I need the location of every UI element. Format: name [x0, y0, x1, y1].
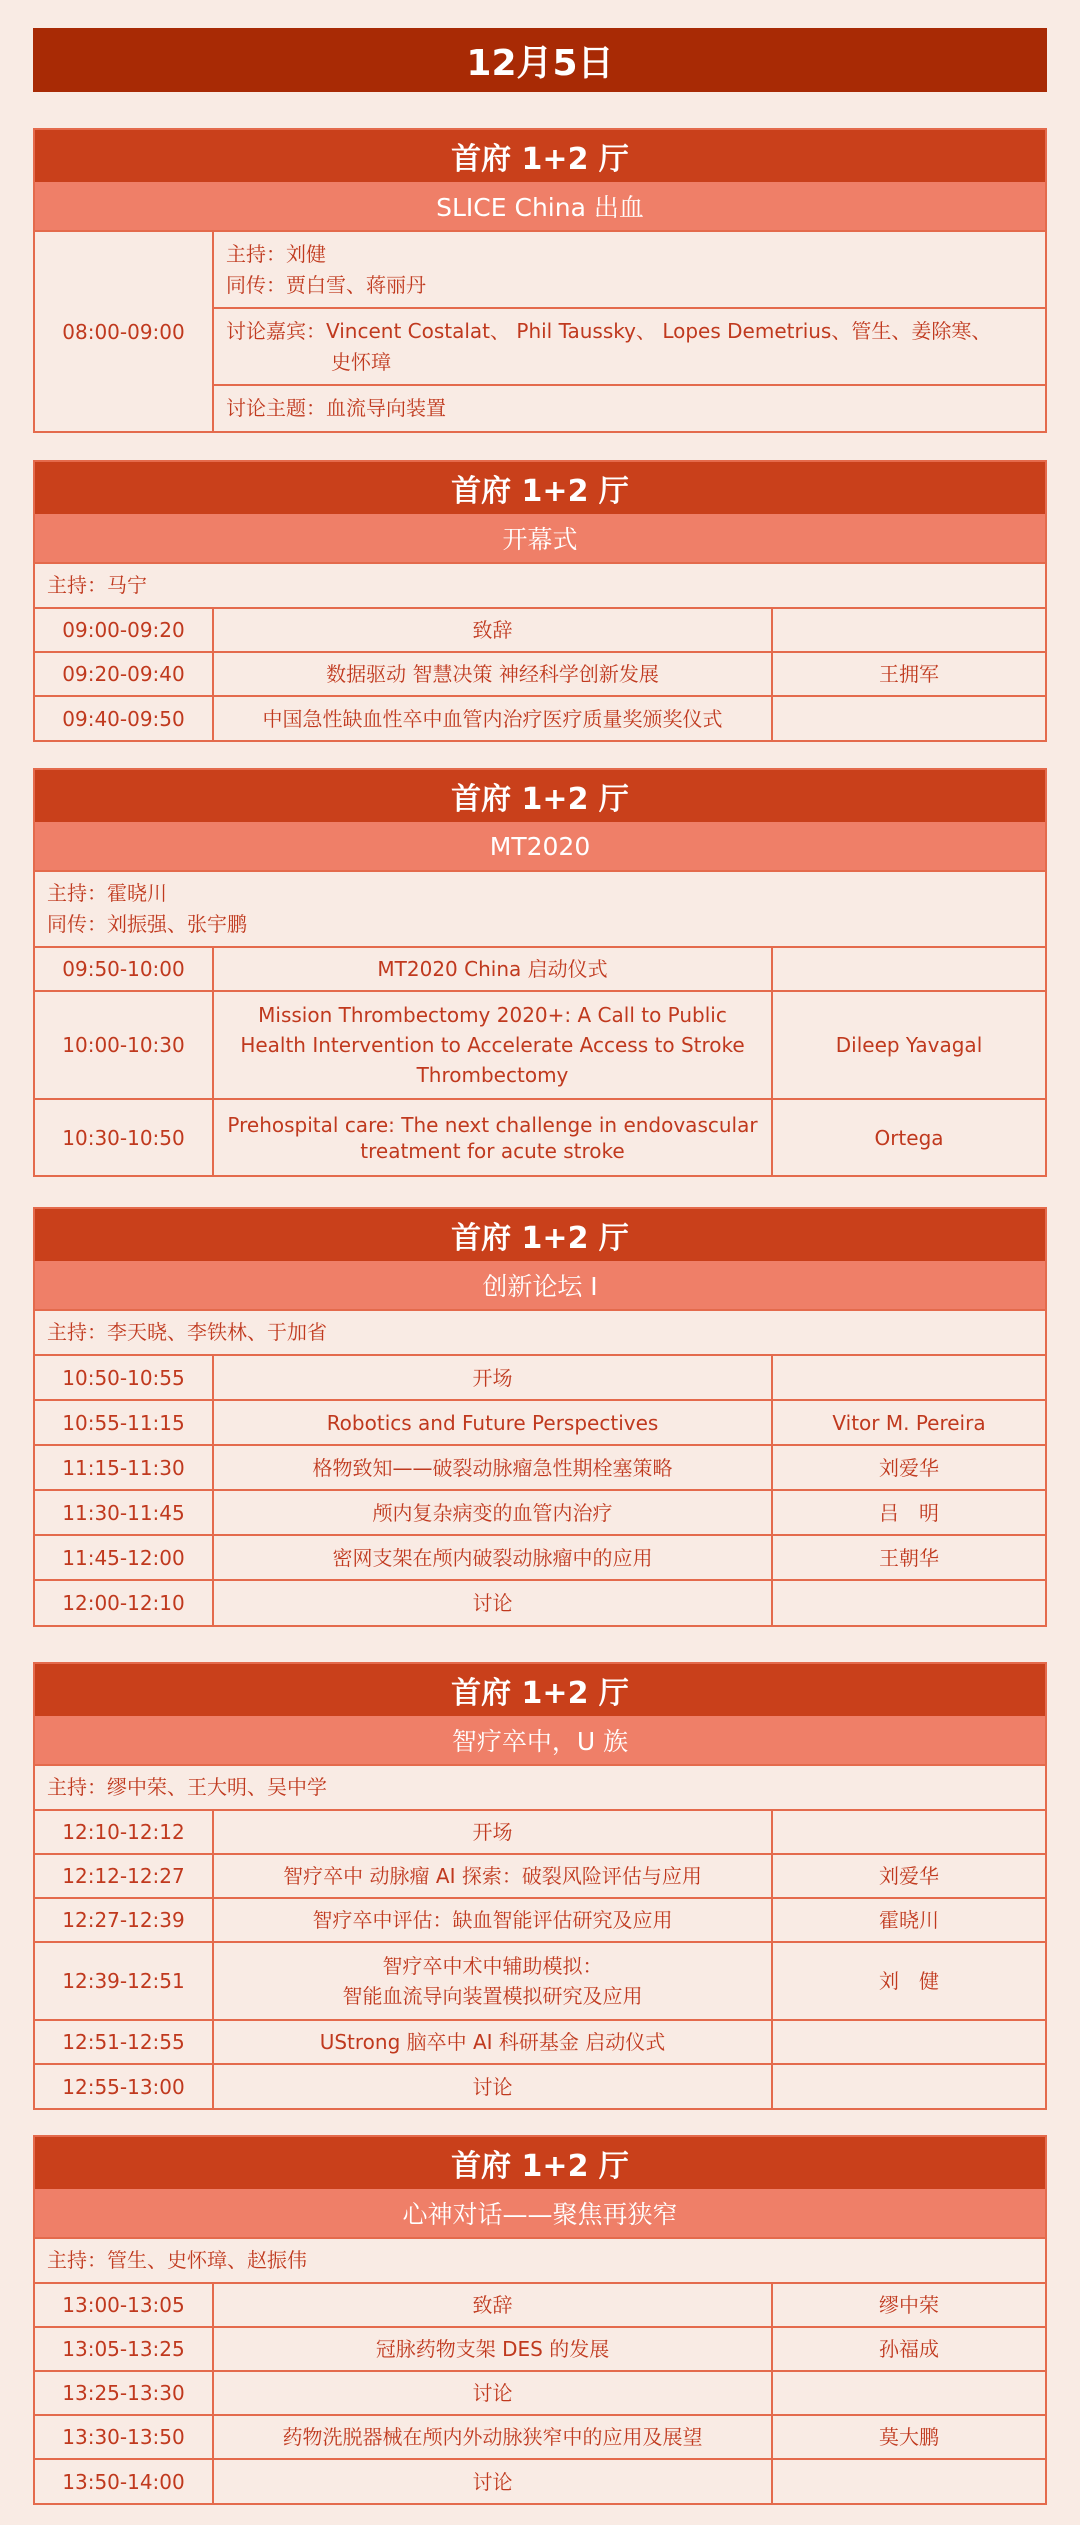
title-line: Health Intervention to Accelerate Access to Stroke	[240, 1033, 745, 1057]
speaker-cell: 霍晓川	[772, 1898, 1045, 1942]
topic-cell: 讨论主题：血流导向装置	[213, 385, 1045, 431]
session-mt2020	[33, 768, 1047, 1177]
title-cell: UStrong 脑卒中 AI 科研基金 启动仪式	[213, 2020, 772, 2064]
table-row	[35, 2371, 1045, 2415]
table-row	[35, 1535, 1045, 1580]
time-cell: 12:51-12:55	[35, 2020, 213, 2064]
session-title: 开幕式	[35, 514, 1045, 562]
cohost-text: 同传：刘振强、张宇鹏	[47, 912, 247, 936]
session-opening	[33, 460, 1047, 742]
table-row	[35, 1099, 1045, 1175]
guests-cell	[213, 308, 1045, 385]
hall-title: 首府 1+2 厅	[35, 1664, 1045, 1716]
time-cell: 10:50-10:55	[35, 1355, 213, 1400]
title-cell: Robotics and Future Perspectives	[213, 1400, 772, 1445]
speaker-cell	[772, 947, 1045, 991]
hall-title: 首府 1+2 厅	[35, 130, 1045, 182]
host-row: 主持：缪中荣、王大明、吴中学	[35, 1764, 1045, 1809]
speaker-cell: 王朝华	[772, 1535, 1045, 1580]
date-banner: 12月5日	[33, 28, 1047, 92]
table-row	[35, 1445, 1045, 1490]
speaker-cell	[772, 2371, 1045, 2415]
speaker-cell	[772, 1810, 1045, 1854]
speaker-cell: Ortega	[772, 1099, 1045, 1175]
time-cell: 13:00-13:05	[35, 2283, 213, 2327]
title-cell: 格物致知——破裂动脉瘤急性期栓塞策略	[213, 1445, 772, 1490]
time-cell: 13:50-14:00	[35, 2459, 213, 2503]
table-row	[35, 2283, 1045, 2327]
title-cell: 讨论	[213, 2064, 772, 2108]
host-row: 主持：马宁	[35, 562, 1045, 607]
hall-title: 首府 1+2 厅	[35, 770, 1045, 822]
time-cell: 10:00-10:30	[35, 991, 213, 1099]
table-row	[35, 696, 1045, 740]
table-row	[35, 1942, 1045, 2020]
title-line: Prehospital care: The next challenge in endovascular	[227, 1112, 758, 1137]
title-cell: 密网支架在颅内破裂动脉瘤中的应用	[213, 1535, 772, 1580]
title-cell: 致辞	[213, 2283, 772, 2327]
table-row	[35, 2459, 1045, 2503]
speaker-cell: Dileep Yavagal	[772, 991, 1045, 1099]
schedule-table	[35, 2282, 1045, 2503]
speaker-cell	[772, 1580, 1045, 1625]
time-cell: 13:25-13:30	[35, 2371, 213, 2415]
time-cell: 12:39-12:51	[35, 1942, 213, 2020]
hall-title: 首府 1+2 厅	[35, 1209, 1045, 1261]
table-row	[35, 991, 1045, 1099]
table-row	[35, 1400, 1045, 1445]
speaker-cell: 孙福成	[772, 2327, 1045, 2371]
title-line: treatment for acute stroke	[360, 1138, 625, 1163]
time-cell: 11:45-12:00	[35, 1535, 213, 1580]
table-row	[35, 1898, 1045, 1942]
hall-title: 首府 1+2 厅	[35, 2137, 1045, 2189]
session-slice-china	[33, 128, 1047, 433]
time-cell: 09:40-09:50	[35, 696, 213, 740]
title-cell: 药物洗脱器械在颅内外动脉狭窄中的应用及展望	[213, 2415, 772, 2459]
hall-title: 首府 1+2 厅	[35, 462, 1045, 514]
schedule-table	[35, 946, 1045, 1175]
schedule-table	[35, 607, 1045, 740]
time-cell: 11:30-11:45	[35, 1490, 213, 1535]
speaker-cell	[772, 2020, 1045, 2064]
table-row	[35, 608, 1045, 652]
table-row	[35, 2415, 1045, 2459]
time-cell: 13:30-13:50	[35, 2415, 213, 2459]
title-cell: 讨论	[213, 2459, 772, 2503]
host-row: 主持：管生、史怀璋、赵振伟	[35, 2237, 1045, 2282]
title-cell: 冠脉药物支架 DES 的发展	[213, 2327, 772, 2371]
time-cell: 12:12-12:27	[35, 1854, 213, 1898]
time-cell: 12:00-12:10	[35, 1580, 213, 1625]
table-row	[35, 1854, 1045, 1898]
table-row	[35, 1810, 1045, 1854]
table-row	[35, 2020, 1045, 2064]
speaker-cell	[772, 2064, 1045, 2108]
title-cell: 开场	[213, 1810, 772, 1854]
speaker-cell: 刘 健	[772, 1942, 1045, 2020]
schedule-table	[35, 230, 1045, 431]
schedule-table	[35, 1809, 1045, 2108]
time-cell: 10:55-11:15	[35, 1400, 213, 1445]
table-row	[35, 652, 1045, 696]
title-cell: 致辞	[213, 608, 772, 652]
title-cell: MT2020 China 启动仪式	[213, 947, 772, 991]
title-cell: 数据驱动 智慧决策 神经科学创新发展	[213, 652, 772, 696]
time-cell: 12:27-12:39	[35, 1898, 213, 1942]
host-row	[35, 870, 1045, 946]
speaker-cell	[772, 608, 1045, 652]
guests-line-1: 讨论嘉宾：Vincent Costalat、 Phil Taussky、 Lopes Demetrius、管生、姜除寒、	[226, 318, 992, 343]
host-text: 主持：刘健	[226, 241, 326, 266]
title-line: 智能血流导向装置模拟研究及应用	[342, 1984, 643, 2008]
title-cell: 讨论	[213, 2371, 772, 2415]
session-innovation-forum	[33, 1207, 1047, 1627]
session-heart-brain-dialogue	[33, 2135, 1047, 2505]
time-cell: 10:30-10:50	[35, 1099, 213, 1175]
speaker-cell: 缪中荣	[772, 2283, 1045, 2327]
time-cell: 12:55-13:00	[35, 2064, 213, 2108]
host-cell	[213, 231, 1045, 308]
time-cell: 09:20-09:40	[35, 652, 213, 696]
time-cell: 12:10-12:12	[35, 1810, 213, 1854]
title-cell	[213, 1099, 772, 1175]
title-cell: 开场	[213, 1355, 772, 1400]
session-title: SLICE China 出血	[35, 182, 1045, 230]
host-text: 主持：霍晓川	[47, 881, 167, 905]
guests-line-2: 史怀璋	[331, 349, 391, 374]
title-cell	[213, 991, 772, 1099]
speaker-cell	[772, 696, 1045, 740]
session-title: MT2020	[35, 822, 1045, 870]
schedule-table	[35, 1354, 1045, 1625]
speaker-cell: Vitor M. Pereira	[772, 1400, 1045, 1445]
table-row	[35, 1490, 1045, 1535]
title-cell: 中国急性缺血性卒中血管内治疗医疗质量奖颁奖仪式	[213, 696, 772, 740]
session-title: 心神对话——聚焦再狭窄	[35, 2189, 1045, 2237]
session-title: 创新论坛 Ⅰ	[35, 1261, 1045, 1309]
table-row	[35, 1580, 1045, 1625]
title-cell: 智疗卒中 动脉瘤 AI 探索：破裂风险评估与应用	[213, 1854, 772, 1898]
table-row	[35, 2327, 1045, 2371]
time-cell: 13:05-13:25	[35, 2327, 213, 2371]
time-cell: 09:00-09:20	[35, 608, 213, 652]
title-cell	[213, 1942, 772, 2020]
title-line: 智疗卒中术中辅助模拟：	[382, 1954, 603, 1978]
speaker-cell: 吕 明	[772, 1490, 1045, 1535]
time-cell: 08:00-09:00	[35, 231, 213, 431]
speaker-cell: 刘爱华	[772, 1445, 1045, 1490]
table-row	[35, 1355, 1045, 1400]
speaker-cell	[772, 2459, 1045, 2503]
session-smart-stroke	[33, 1662, 1047, 2110]
session-title: 智疗卒中，U 族	[35, 1716, 1045, 1764]
table-row	[35, 2064, 1045, 2108]
time-cell: 11:15-11:30	[35, 1445, 213, 1490]
speaker-cell: 莫大鹏	[772, 2415, 1045, 2459]
title-cell: 智疗卒中评估：缺血智能评估研究及应用	[213, 1898, 772, 1942]
table-row	[35, 947, 1045, 991]
title-cell: 讨论	[213, 1580, 772, 1625]
host-row: 主持：李天晓、李铁林、于加省	[35, 1309, 1045, 1354]
speaker-cell: 王拥军	[772, 652, 1045, 696]
speaker-cell: 刘爱华	[772, 1854, 1045, 1898]
speaker-cell	[772, 1355, 1045, 1400]
time-cell: 09:50-10:00	[35, 947, 213, 991]
cohost-text: 同传：贾白雪、蒋丽丹	[226, 272, 426, 297]
title-cell: 颅内复杂病变的血管内治疗	[213, 1490, 772, 1535]
title-line: Mission Thrombectomy 2020+: A Call to Public	[258, 1003, 727, 1027]
title-line: Thrombectomy	[416, 1063, 569, 1087]
